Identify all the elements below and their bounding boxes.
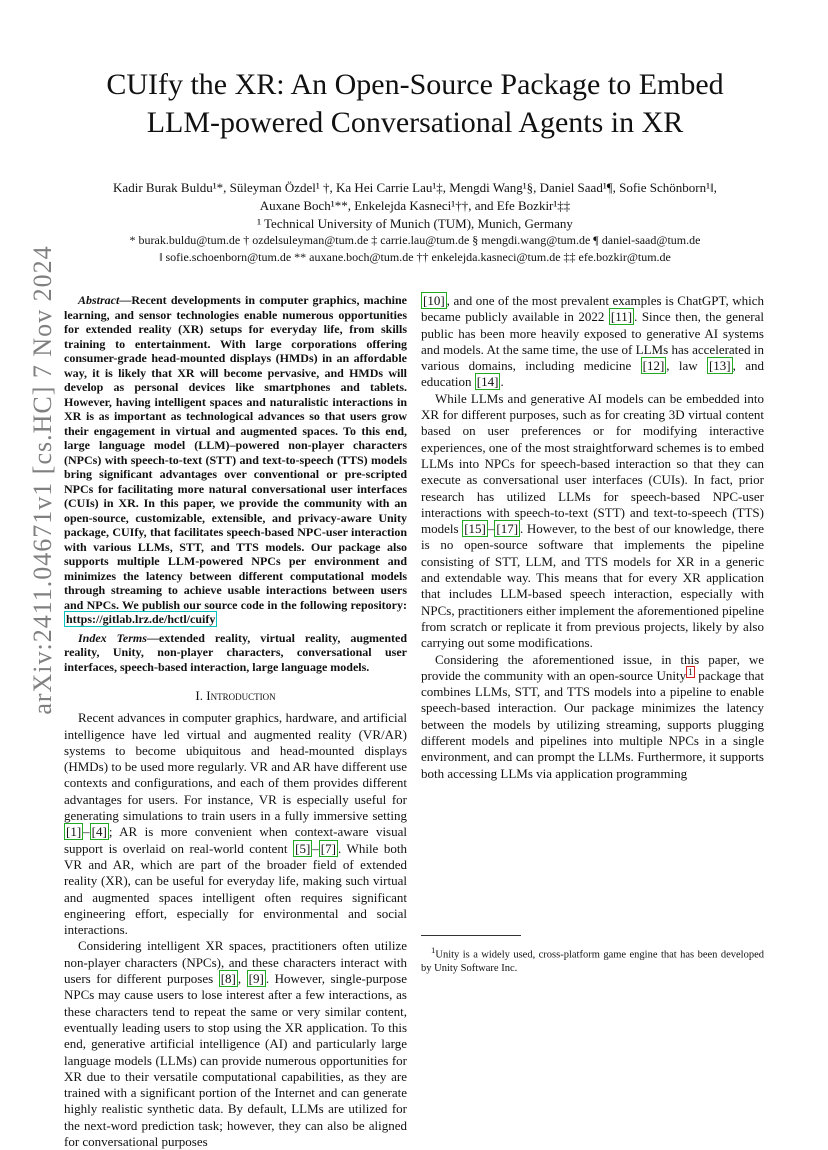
paragraph-text: . [500,374,504,390]
authors-line-1: Kadir Burak Buldu¹*, Süleyman Özdel¹ †, Ka Hei Carrie Lau¹‡, Mengdi Wang¹§, Daniel Saad¹¶, Sofie Schönborn¹‖, [113,180,717,195]
citation-separator: – [83,824,90,840]
citation-separator: – [312,840,319,856]
abstract-text: —Recent developments in computer graphics, machine learning, and sensor technologies enable numerous opportunities for extended reality (XR) setups for everyday life, from skills training to entertainment. With large corporations offering consumer-grade head-mounted displays (HMDs) in an affordable way, it is likely that XR will become pervasive, and HMDs will develop as personal devices like smartphones and tablets. However, having intelligent spaces and naturalistic interactions in XR is as important as technological advances so that users grow their engagement in virtual and augmented spaces. To this end, large language model (LLM)–powered non-player characters (NPCs) with speech-to-text (STT) and text-to-speech (TTS) models bring significant advantages over conventional or pre-scripted NPCs for facilitating more natural conversational user interfaces (CUIs) in XR. In this paper, we provide the community with an open-source, customizable, extensible, and privacy-aware Unity package, CUIfy, that facilitates speech-based NPC-user interaction with various LLMs, STT, and TTS models. Our package also supports multiple LLM-powered NPCs per environment and minimizes the latency between different computational models through streaming to achieve usable interactions between users and NPCs. We publish our source code in the following repository: [64,293,407,612]
paragraph-text: Recent advances in computer graphics, hardware, and artificial intelligence have led virtual and augmented reality (VR/AR) systems to become ubiquitous and head-mounted displays (HMDs) to be used more regularly. VR and AR have different use contexts and configurations, and each of them provides different advantages for users. For instance, VR is especially useful for generating simulations to train users in a fully immersive setting [64,710,407,824]
author-emails [55,232,775,266]
citation-link[interactable]: [14] [476,374,499,390]
citation-link[interactable]: [13] [708,358,731,374]
citation-link[interactable]: [5] [295,840,311,856]
repository-link[interactable]: https://gitlab.lrz.de/hctl/cuify [66,612,216,626]
footnote-text: Unity is a widely used, cross-platform game engine that has been developed by Unity Software Inc. [421,949,764,974]
paragraph-text: ; AR is more convenient when context-aware visual support is overlaid on real-world content [64,824,407,856]
affiliation: ¹ Technical University of Munich (TUM), Munich, Germany [257,216,573,231]
citation-separator: , law [666,358,707,374]
footnote-marker-link[interactable]: 1 [688,666,693,677]
emails-line-2: ‖ sofie.schoenborn@tum.de ** auxane.boch@tum.de †† enkelejda.kasneci@tum.de ‡‡ efe.bozkir@tum.de [159,250,671,264]
citation-link[interactable]: [15] [464,521,486,537]
intro-paragraph-1 [64,710,407,938]
citation-link[interactable]: [1] [66,824,82,840]
citation-separator: – [487,521,495,537]
paragraph-text: . While both VR and AR, which are part of the broader field of extended reality (XR), can be useful for everyday life, making such virtual and augmented spaces intelligent often requires significant engineering effort, especially for environmental and social interactions. [64,840,408,938]
abstract [64,293,407,627]
right-column [421,293,764,782]
arxiv-sidebar [18,245,68,715]
intro-paragraph-4 [421,652,764,782]
footnote [421,944,764,975]
paragraph-text: Considering intelligent XR spaces, practitioners often utilize non-player characters (NPCs), and these characters interact with users for different purposes [64,938,407,987]
index-terms-label: Index Terms [78,630,147,645]
abstract-label: Abstract [78,293,120,307]
paragraph-text: While LLMs and generative AI models can be embedded into XR for different purposes, such as for creating 3D virtual content based on user preferences or for modifying interactive experiences, one of the most straightforward schemes is to embed LLMs into NPCs for speech-based interaction so that they can execute as conversational user interfaces (CUIs). In fact, prior research has utilized LLMs for speech-based NPC-user interactions with speech-to-text (STT) and text-to-speech (TTS) models [421,390,764,537]
authors-line-2: Auxane Boch¹**, Enkelejda Kasneci¹††, and Efe Bozkir¹‡‡ [259,198,571,213]
index-terms [64,631,407,675]
citation-link[interactable]: [7] [320,840,336,856]
paper-title [60,66,770,142]
citation-separator: , [237,971,247,987]
citation-link[interactable]: [10] [423,293,445,308]
emails-line-1: * burak.buldu@tum.de † ozdelsuleyman@tum.de ‡ carrie.lau@tum.de § mengdi.wang@tum.de ¶ daniel-saad@tum.de [129,233,701,247]
author-list [55,179,775,215]
intro-paragraph-3 [421,391,764,652]
intro-paragraph-2-cont [421,293,764,391]
footnote-divider [421,935,521,936]
citation-link[interactable]: [9] [248,971,264,987]
paragraph-text: Considering the aforementioned issue, in this paper, we provide the community with an open-source Unity [421,651,764,683]
arxiv-identifier: arXiv:2411.04671v1 [cs.HC] 7 Nov 2024 [28,245,57,715]
paragraph-text: package that combines LLMs, STT, and TTS models into a pipeline to enable speech-based interaction. Our package minimizes the latency between the models by utilizing streaming, supports plugging different models and pipelines into multiple NPCs in a single environment, and can prompt the LLMs. Furthermore, it supports both accessing LLMs via application programming [421,667,764,781]
paragraph-text: . However, to the best of our knowledge, there is no open-source software that implements the pipeline consisting of STT, LLM, and TTS models for XR in a generic and extendable way. This means that for every XR application that includes LLM-based speech interaction, especially with NPCs, practitioners either implement the aforementioned pipeline from scratch or replicate it from previous projects, likely by also carrying out some modifications. [421,521,764,651]
citation-link[interactable]: [17] [496,521,519,537]
footnote-number: 1 [431,945,436,955]
title-line-1: CUIfy the XR: An Open-Source Package to Embed [106,68,724,101]
intro-paragraph-2-start [64,938,407,1150]
citation-link[interactable]: [8] [220,971,236,987]
section-heading-introduction: I. Introduction [195,688,276,703]
citation-link[interactable]: [4] [91,824,107,840]
paragraph-text: . However, single-purpose NPCs may cause users to lose interest after a few interactions, as these characters tend to repeat the same or very similar content, eventually leading users to stop using the XR application. To this end, generative artificial intelligence (AI) and particularly large language models (LLMs) can provide numerous opportunities for XR due to their versatile computational capabilities, as they are trained with a significant portion of the Internet and can generate highly realistic synthetic data. By default, LLMs are utilized for the next-word prediction task; however, they can also be aligned for conversational purposes [64,971,408,1150]
title-line-2: LLM-powered Conversational Agents in XR [146,106,684,139]
paragraph-text: . Since then, the general public has been more heavily exposed to generative AI systems and models. At the same time, the use of LLMs has accelerated in various domains, including medicine [421,309,764,374]
left-column [64,293,407,1150]
paragraph-text: , and one of the most prevalent examples is ChatGPT, which became publicly available in 2022 [421,293,764,325]
citation-separator: , and education [421,358,764,390]
index-terms-text: —extended reality, virtual reality, augmented reality, Unity, non-player characters, conversational user interfaces, speech-based interaction, large language models. [64,630,408,674]
citation-link[interactable]: [12] [642,358,665,374]
citation-link[interactable]: [11] [610,309,633,325]
